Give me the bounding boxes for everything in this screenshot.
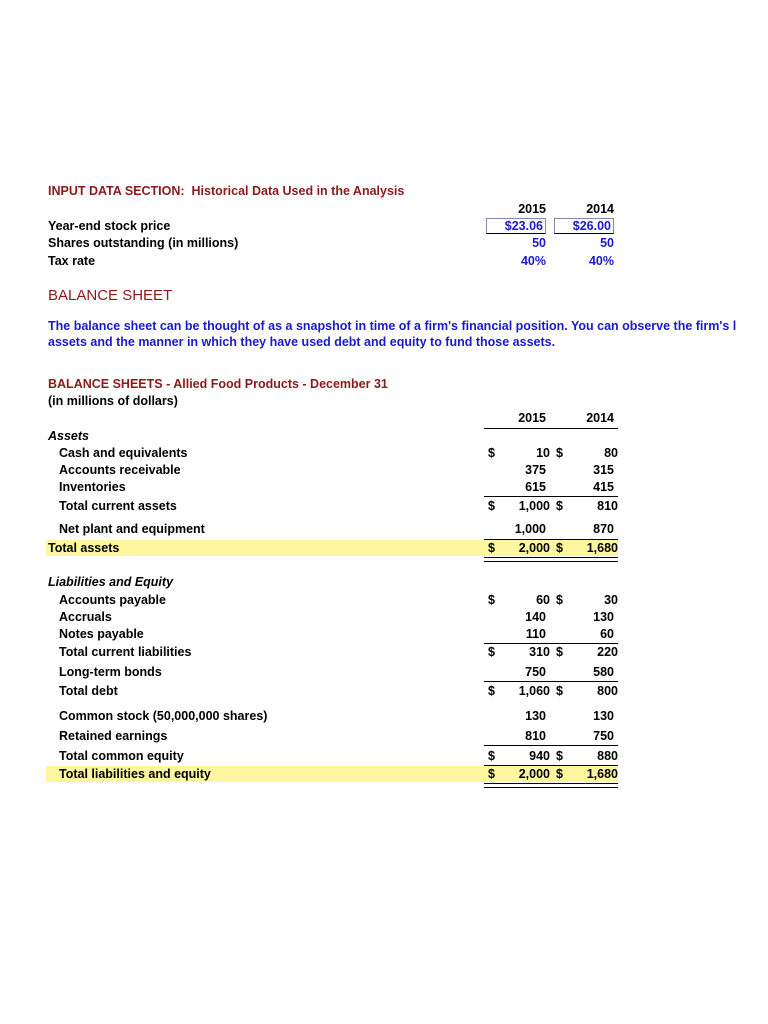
dollar-sign: $ [556,499,563,513]
inv-2014: 415 [593,480,614,494]
re-2015: 810 [525,729,546,743]
subtotal-line [484,745,618,746]
row-label-common-stock: Common stock (50,000,000 shares) [59,709,268,723]
row-label-total-assets: Total assets [48,541,120,555]
row-label-total-common-equity: Total common equity [59,749,184,763]
ap-2014-cell [556,593,618,607]
row-label-total-liabilities-equity: Total liabilities and equity [59,767,211,781]
input-row-label: Shares outstanding (in millions) [48,236,239,250]
row-label-long-term-bonds: Long-term bonds [59,665,162,679]
dollar-sign: $ [556,749,563,763]
subtotal-line [484,643,618,644]
row-label-total-debt: Total debt [59,684,118,698]
row-label-accruals: Accruals [59,610,112,624]
tce-2015: 940 [529,749,550,763]
header-underline [484,428,618,429]
td-2014: 800 [597,684,618,698]
row-label-total-current-assets: Total current assets [59,499,177,513]
cs-2015: 130 [525,709,546,723]
td-2015: 1,060 [518,684,550,698]
dollar-sign: $ [556,684,563,698]
input-title-text: Historical Data Used in the Analysis [191,184,405,198]
np-2015: 110 [525,627,546,641]
ta-2015-cell [488,541,550,555]
row-label-notes-payable: Notes payable [59,627,144,641]
input-year-2015: 2015 [518,202,546,216]
tle-2014-cell [556,767,618,781]
tce-2015-cell [488,749,550,763]
cash-2015: 10 [536,446,550,460]
tcl-2015-cell [488,645,550,659]
dollar-sign: $ [556,593,563,607]
balance-sheet-heading: BALANCE SHEET [48,287,173,304]
tca-2015-cell [488,499,550,513]
cs-2014: 130 [593,709,614,723]
row-label-retained-earnings: Retained earnings [59,729,168,743]
nppe-2015: 1,000 [514,522,546,536]
dollar-sign: $ [488,541,495,555]
ltb-2015: 750 [525,665,546,679]
tcl-2014: 220 [597,645,618,659]
double-underline [484,557,618,562]
tcl-2015: 310 [529,645,550,659]
np-2014: 60 [600,627,614,641]
inv-2015: 615 [525,480,546,494]
double-underline [484,783,618,788]
bs-year-2015: 2015 [518,411,546,425]
tcl-2014-cell [556,645,618,659]
tca-2015: 1,000 [518,499,550,513]
row-label-ar: Accounts receivable [59,463,181,477]
dollar-sign: $ [556,541,563,555]
stock-price-2015-cell[interactable]: $23.06 [486,218,546,234]
subtotal-line [484,765,618,766]
cash-2015-cell [488,446,550,460]
assets-heading: Assets [48,429,89,443]
ap-2015-cell [488,593,550,607]
subtotal-line [484,681,618,682]
row-label-cash: Cash and equivalents [59,446,188,460]
subtotal-line [484,496,618,497]
tax-rate-2014-cell[interactable]: 40% [588,254,614,268]
nppe-2014: 870 [593,522,614,536]
ar-2015: 375 [525,463,546,477]
ta-2014: 1,680 [586,541,618,555]
ta-2014-cell [556,541,618,555]
description-line1: The balance sheet can be thought of as a snapshot in time of a firm's financial position. You can observe the firm's l [48,319,737,333]
row-label-inventories: Inventories [59,480,126,494]
dollar-sign: $ [488,767,495,781]
stock-price-2014-cell[interactable]: $26.00 [554,218,614,234]
cash-2014-cell [556,446,618,460]
cash-2014: 80 [604,446,618,460]
re-2014: 750 [593,729,614,743]
ap-2014: 30 [604,593,618,607]
ltb-2014: 580 [593,665,614,679]
dollar-sign: $ [488,499,495,513]
dollar-sign: $ [488,593,495,607]
dollar-sign: $ [556,645,563,659]
ar-2014: 315 [593,463,614,477]
dollar-sign: $ [488,645,495,659]
subtotal-line [484,539,618,540]
ap-2015: 60 [536,593,550,607]
description-line2: assets and the manner in which they have used debt and equity to fund those assets. [48,335,556,349]
shares-2015-cell[interactable]: 50 [532,236,546,250]
input-title-label: INPUT DATA SECTION: [48,184,185,198]
dollar-sign: $ [488,749,495,763]
balance-sheets-subtitle: (in millions of dollars) [48,394,178,408]
input-row-label: Year-end stock price [48,219,171,233]
tle-2014: 1,680 [586,767,618,781]
dollar-sign: $ [488,446,495,460]
tce-2014-cell [556,749,618,763]
accr-2015: 140 [525,610,546,624]
input-row-label: Tax rate [48,254,96,268]
balance-sheets-title: BALANCE SHEETS - Allied Food Products - December 31 [48,377,388,391]
accr-2014: 130 [593,610,614,624]
tle-2015-cell [488,767,550,781]
row-label-total-current-liabilities: Total current liabilities [59,645,192,659]
tle-2015: 2,000 [518,767,550,781]
tca-2014: 810 [597,499,618,513]
td-2014-cell [556,684,618,698]
dollar-sign: $ [556,767,563,781]
dollar-sign: $ [488,684,495,698]
liabilities-heading: Liabilities and Equity [48,575,174,589]
dollar-sign: $ [556,446,563,460]
tca-2014-cell [556,499,618,513]
row-label-net-plant: Net plant and equipment [59,522,205,536]
input-year-2014: 2014 [586,202,614,216]
tax-rate-2015-cell[interactable]: 40% [520,254,546,268]
shares-2014-cell[interactable]: 50 [600,236,614,250]
row-label-ap: Accounts payable [59,593,166,607]
td-2015-cell [488,684,550,698]
tce-2014: 880 [597,749,618,763]
bs-year-2014: 2014 [586,411,614,425]
input-section-title [48,184,404,198]
ta-2015: 2,000 [518,541,550,555]
